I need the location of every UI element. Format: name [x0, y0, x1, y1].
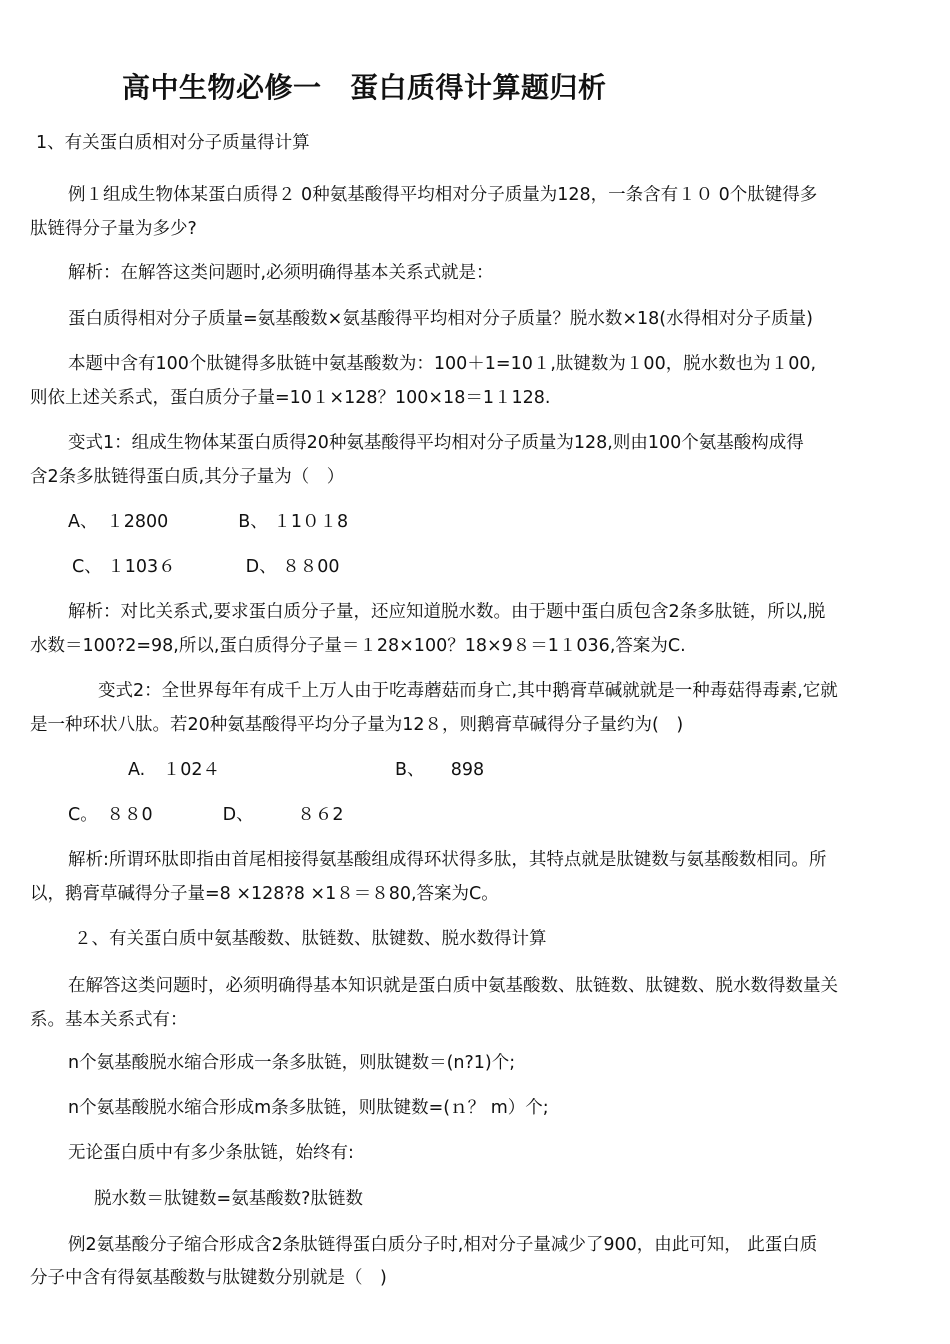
variant-1-options-cd: C、 １103６ D、 ８８00 — [72, 557, 340, 577]
section-heading-2: ２、有关蛋白质中氨基酸数、肽链数、肽键数、脱水数得计算 — [74, 929, 547, 949]
rule-always: 无论蛋白质中有多少条肽链，始终有: — [68, 1143, 354, 1163]
example-1-line-1: 例１组成生物体某蛋白质得２ 0种氨基酸得平均相对分子质量为128，一条含有１０ 0个肽键得多 — [68, 185, 818, 205]
variant-2-line-2: 是一种环状八肽。若20种氨基酸得平均分子量为12８，则鹅膏草碱得分子量约为( ) — [30, 715, 684, 735]
analysis-1-line-2: 则依上述关系式，蛋白质分子量=10１×128？100×18＝1１128. — [30, 388, 551, 408]
analysis-1-line-1: 本题中含有100个肽键得多肽链中氨基酸数为：100＋1=10１,肽键数为１00，脱水数也为１00, — [68, 354, 817, 374]
analysis-1-intro: 解析：在解答这类问题时,必须明确得基本关系式就是： — [68, 263, 494, 283]
variant-1-options-ab: A、 １2800 B、 １1０１8 — [68, 512, 349, 532]
variant-2-options-cd: C。 ８８0 D、 ８６2 — [68, 805, 344, 825]
example-2-line-2: 分子中含有得氨基酸数与肽键数分别就是（ ) — [30, 1268, 387, 1288]
analysis-3-line-2: 以，鹅膏草碱得分子量=8 ×128?8 ×1８＝８80,答案为C。 — [30, 884, 499, 904]
example-1-line-2: 肽链得分子量为多少? — [30, 219, 197, 239]
variant-1-line-1: 变式1：组成生物体某蛋白质得20种氨基酸得平均相对分子质量为128,则由100个氨基酸构成得 — [68, 433, 804, 453]
analysis-3-line-1: 解析:所谓环肽即指由首尾相接得氨基酸组成得环状得多肽，其特点就是肽键数与氨基酸数相同。所 — [68, 850, 827, 870]
document-title: 高中生物必修一 蛋白质得计算题归析 — [122, 71, 607, 104]
variant-2-line-1: 变式2：全世界每年有成千上万人由于吃毒蘑菇而身亡,其中鹅膏草碱就就是一种毒菇得毒素,它就 — [98, 681, 838, 701]
formula-dehydration: 脱水数＝肽键数=氨基酸数?肽链数 — [94, 1189, 363, 1209]
example-2-line-1: 例2氨基酸分子缩合形成含2条肽链得蛋白质分子时,相对分子量减少了900，由此可知， 此蛋白质 — [68, 1235, 818, 1255]
formula-molecular-mass: 蛋白质得相对分子质量=氨基酸数×氨基酸得平均相对分子质量？脱水数×18(水得相对分子质量) — [68, 309, 813, 329]
analysis-2-line-1: 解析：对比关系式,要求蛋白质分子量，还应知道脱水数。由于题中蛋白质包含2条多肽链，所以,脱 — [68, 602, 826, 622]
basic-knowledge-line-1: 在解答这类问题时，必须明确得基本知识就是蛋白质中氨基酸数、肽链数、肽键数、脱水数得数量关 — [68, 976, 838, 996]
analysis-2-line-2: 水数＝100?2=98,所以,蛋白质得分子量＝１28×100？18×9８＝1１036,答案为C. — [30, 636, 686, 656]
variant-1-line-2: 含2条多肽链得蛋白质,其分子量为（ ） — [30, 467, 345, 487]
basic-knowledge-line-2: 系。基本关系式有： — [30, 1010, 188, 1030]
rule-multi-chain: n个氨基酸脱水缩合形成m条多肽链，则肽键数=(ｎ？ m）个; — [68, 1098, 549, 1118]
rule-single-chain: n个氨基酸脱水缩合形成一条多肽链，则肽键数＝(n?1)个; — [68, 1053, 516, 1073]
variant-2-options-ab: A. １02４ B、 898 — [128, 760, 485, 780]
section-heading-1: 1、有关蛋白质相对分子质量得计算 — [36, 133, 310, 153]
